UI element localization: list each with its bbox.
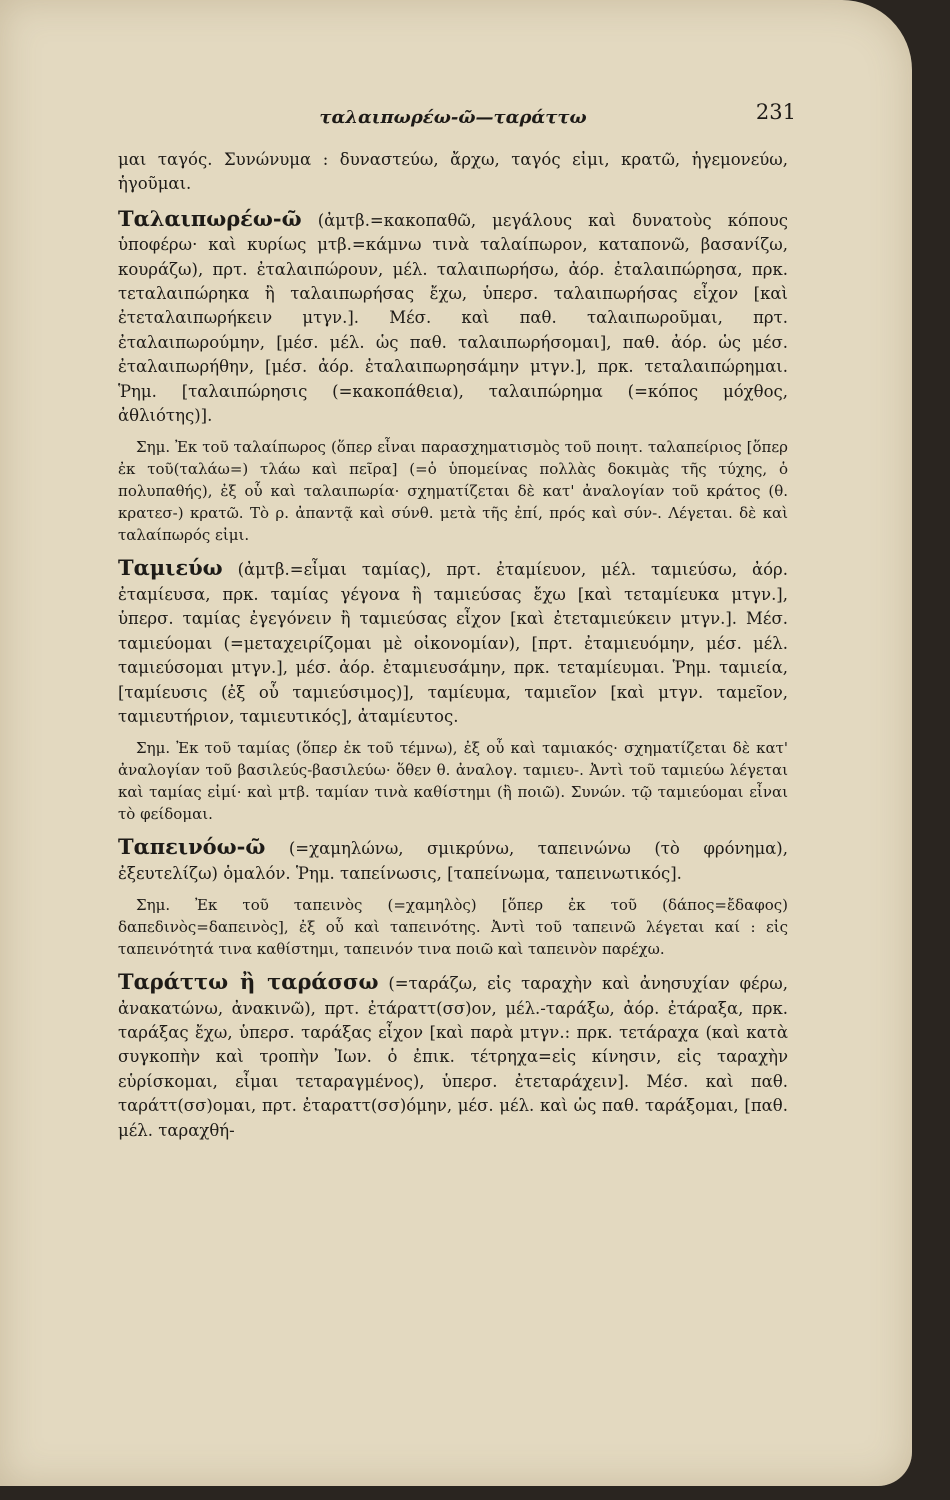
dictionary-entry [118,556,788,729]
headword: Ταπεινόω-ῶ [118,834,266,860]
running-title: ταλαιπωρέω-ῶ—ταράττω [319,107,587,128]
entry-body: (=χαμηλώνω, σμικρύνω, ταπεινώνω (τὸ φρόνημα), ἐξευτελίζω) ὁμαλόν. Ῥημ. ταπείνωσις, [ταπείνωμα, ταπεινωτικός]. [118,839,788,883]
entry-body: (ἀμτβ.=εἶμαι ταμίας), πρτ. ἐταμίευον, μέλ. ταμιεύσω, ἀόρ. ἐταμίευσα, πρκ. ταμίας γέγονα ἢ ταμιεύσας ἔχω [καὶ τεταμίευκα μτγν.], ὑπερσ. ταμίας ἐγεγόνειν ἢ ταμιεύσας εἶχον [καὶ ἐτεταμιεύκειν μτγν.]. Μέσ. ταμιεύομαι (=μεταχειρίζομαι μὲ οἰκονομίαν), [πρτ. ἐταμιευόμην, μέσ. μέλ. ταμιεύσομαι μτγν.], μέσ. ἀόρ. ἐταμιευσάμην, πρκ. τεταμίευμαι. Ῥημ. ταμιεία, [ταμίευσις (ἐξ οὗ ταμιεύσιμος)], ταμίευμα, ταμιεῖον [καὶ μτγν. ταμεῖον, ταμιευτήριον, ταμιευτικός], ἀταμίευτος. [118,560,788,726]
continuation-text: μαι ταγός. Συνώνυμα : δυναστεύω, ἄρχω, ταγός εἰμι, κρατῶ, ἡγεμονεύω, ἡγοῦμαι. [118,150,788,194]
entry-body: (=ταράζω, εἰς ταραχὴν καὶ ἀνησυχίαν φέρω, ἀνακατώνω, ἀνακινῶ), πρτ. ἐτάραττ(σσ)ον, μέλ.-ταράξω, ἀόρ. ἐτάραξα, πρκ. ταράξας ἔχω, ὑπερσ. ταράξας εἶχον [καὶ παρὰ μτγν.: πρκ. τετάραχα (καὶ κατὰ συγκοπὴν καὶ τροπὴν Ἰων. ὁ ἐπικ. τέτρηχα=εἰς κίνησιν, εἰς ταραχὴν εὑρίσκομαι, εἶμαι τεταραγμένος), ὑπερσ. ἐτεταράχειν]. Μέσ. καὶ παθ. ταράττ(σσ)ομαι, πρτ. ἐταραττ(σσ)όμην, μέσ. μέλ. καὶ ὡς παθ. ταράξομαι, [παθ. μέλ. ταραχθή- [118,974,788,1140]
running-header [118,100,796,148]
headword: Ταράττω ἢ ταράσσω [118,969,379,995]
dictionary-entry [118,970,788,1143]
page-content [118,100,796,1143]
headword: Ταμιεύω [118,555,223,581]
entry-body: (ἀμτβ.=κακοπαθῶ, μεγάλους καὶ δυνατοὺς κόπους ὑποφέρω· καὶ κυρίως μτβ.=κάμνω τινὰ ταλαίπωρον, καταπονῶ, βασανίζω, κουράζω), πρτ. ἐταλαιπώρουν, μέλ. ταλαιπωρήσω, ἀόρ. ἐταλαιπώρησα, πρκ. τεταλαιπώρηκα ἢ ταλαιπωρήσας ἔχω, ὑπερσ. ταλαιπωρήσας εἶχον [καὶ ἐτεταλαιπωρήκειν μτγν.]. Μέσ. καὶ παθ. ταλαιπωροῦμαι, πρτ. ἐταλαιπωρούμην, [μέσ. μέλ. ὡς παθ. ταλαιπωρήσομαι], παθ. ἀόρ. ὡς μέσ. ἐταλαιπωρήθην, [μέσ. ἀόρ. ἐταλαιπωρησάμην μτγν.], πρκ. τεταλαιπώρημαι. Ῥημ. [ταλαιπώρησις (=κακοπάθεια), ταλαιπώρημα (=κόπος μόχθος, ἀθλιότης)]. [118,210,788,426]
page-number: 231 [755,100,796,124]
dictionary-entry [118,835,788,886]
dictionary-entry [118,207,788,429]
etymology-note: Σημ. Ἐκ τοῦ ταλαίπωρος (ὅπερ εἶναι παρασχηματισμὸς τοῦ ποιητ. ταλαπείριος [ὅπερ ἐκ τοῦ(ταλάω=) τλάω καὶ πεῖρα] (=ὁ ὑπομείνας πολλὰς δοκιμὰς τῆς τύχης, ὁ πολυπαθής), ἐξ οὗ καὶ ταλαιπωρία· σχηματίζεται δὲ κατ' ἀναλογίαν τοῦ κράτος (θ. κρατεσ-) κρατῶ. Τὸ ρ. ἀπαντᾷ καὶ σύνθ. μετὰ τῆς ἐπί, πρός καὶ σύν-. Λέγεται. δὲ καὶ ταλαίπωρός εἰμι. [118,438,788,545]
etymology-note: Σημ. Ἐκ τοῦ ταπεινὸς (=χαμηλὸς) [ὅπερ ἐκ τοῦ (δάπος=ἔδαφος) δαπεδινὸς=δαπεινὸς], ἐξ οὗ καὶ ταπεινότης. Ἀντὶ τοῦ ταπεινῶ λέγεται καί : εἰς ταπεινότητά τινα καθίστημι, ταπεινόν τινα ποιῶ καὶ ταπεινὸν παρέχω. [118,896,788,959]
headword: Ταλαιπωρέω-ῶ [118,205,302,231]
etymology-note: Σημ. Ἐκ τοῦ ταμίας (ὅπερ ἐκ τοῦ τέμνω), ἐξ οὗ καὶ ταμιακός· σχηματίζεται δὲ κατ' ἀναλογίαν τοῦ βασιλεύς-βασιλεύω· ὅθεν θ. ἀναλογ. ταμιευ-. Ἀντὶ τοῦ ταμιεύω λέγεται καὶ ταμίας εἰμί· καὶ μτβ. ταμίαν τινὰ καθίστημι (ἢ ποιῶ). Συνών. τῷ ταμιεύομαι εἶναι τὸ φείδομαι. [118,739,788,824]
